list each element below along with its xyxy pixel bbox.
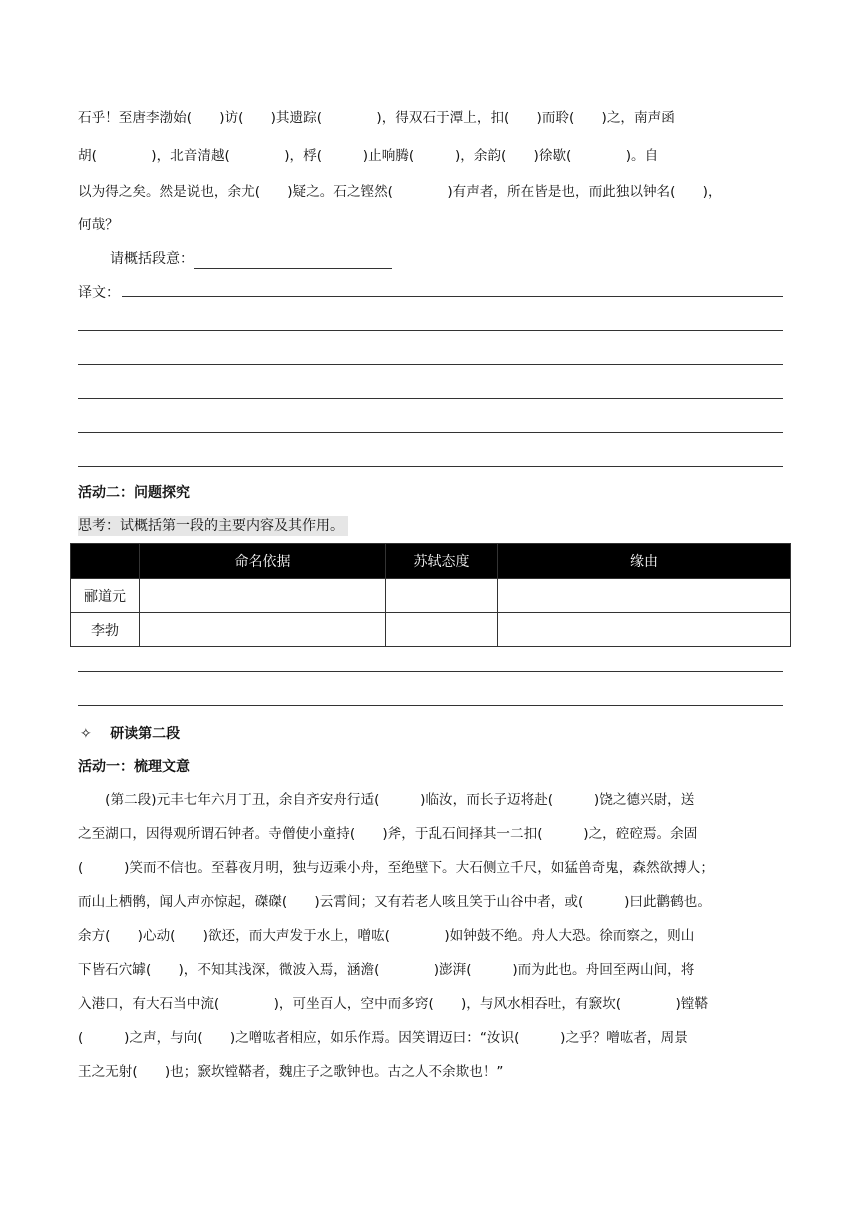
table-cell-blank[interactable]	[498, 613, 791, 647]
table-row	[71, 579, 791, 613]
table-header-row	[71, 544, 791, 579]
translation-label: 译文：	[78, 285, 120, 301]
table-cell-blank[interactable]	[140, 579, 386, 613]
translation-line[interactable]	[78, 432, 783, 433]
passage2-line-2: 之至湖口，因得观所谓石钟者。寺僧使小童持( )斧，于乱石间择其一二扣( )之，硿硿焉。余固	[78, 826, 698, 842]
translation-line[interactable]	[78, 330, 783, 331]
passage2-line-1: (第二段)元丰七年六月丁丑，余自齐安舟行适( )临汝，而长子迈将赴( )饶之德兴尉，送	[78, 792, 695, 808]
passage1-line-2: 胡( )，北音清越( )，桴( )止响腾( )，余韵( )徐歇( )。自	[78, 148, 659, 164]
summary-prompt-row	[110, 249, 392, 269]
table-header-attitude: 苏轼态度	[386, 544, 498, 579]
table-row-name: 李勃	[71, 613, 140, 647]
table-cell-blank[interactable]	[140, 613, 386, 647]
passage1-line-4: 何哉？	[78, 217, 119, 233]
table-cell-blank[interactable]	[386, 613, 498, 647]
activity2-heading: 活动二：问题探究	[78, 485, 190, 501]
summary-answer-line[interactable]	[194, 252, 392, 269]
table-header-reason: 缘由	[498, 544, 791, 579]
passage1-line-1: 石乎！至唐李渤始( )访( )其遗踪( )，得双石于潭上，扣( )而聆( )之，南声函	[78, 110, 675, 126]
passage2-line-5: 余方( )心动( )欲还，而大声发于水上，噌吰( )如钟鼓不绝。舟人大恐。徐而察之，则山	[78, 928, 695, 944]
answer-line[interactable]	[78, 705, 783, 706]
table-cell-blank[interactable]	[386, 579, 498, 613]
think-prompt: 思考：试概括第一段的主要内容及其作用。	[78, 516, 348, 536]
table-row	[71, 613, 791, 647]
translation-line[interactable]	[78, 364, 783, 365]
section2-heading	[80, 724, 180, 744]
table-cell-blank[interactable]	[498, 579, 791, 613]
table-row-name: 郦道元	[71, 579, 140, 613]
section2-title: 研读第二段	[110, 726, 181, 742]
answer-line[interactable]	[78, 671, 783, 672]
table-header-basis: 命名依据	[140, 544, 386, 579]
passage2-line-7: 入港口，有大石当中流( )，可坐百人，空中而多窍( )，与风水相吞吐，有窾坎( )镗鞳	[78, 996, 708, 1012]
activity1-heading: 活动一：梳理文意	[78, 759, 190, 775]
analysis-table	[70, 543, 791, 647]
passage2-line-9: 王之无射( )也；窾坎镗鞳者，魏庄子之歌钟也。古之人不余欺也！”	[78, 1064, 504, 1080]
translation-line[interactable]	[122, 296, 783, 297]
translation-line[interactable]	[78, 466, 783, 467]
summary-prompt-label: 请概括段意：	[110, 251, 194, 267]
passage2-line-3: ( )笑而不信也。至暮夜月明，独与迈乘小舟，至绝壁下。大石侧立千尺，如猛兽奇鬼，森然欲搏人；	[78, 860, 714, 876]
translation-line[interactable]	[78, 398, 783, 399]
passage2-line-4: 而山上栖鹘，闻人声亦惊起，磔磔( )云霄间；又有若老人咳且笑于山谷中者，或( )曰此鹳鹤也。	[78, 894, 711, 910]
passage1-line-3: 以为得之矣。然是说也，余尤( )疑之。石之铿然( )有声者，所在皆是也，而此独以钟名( )，	[78, 184, 722, 200]
table-header-corner	[71, 544, 140, 579]
diamond-bullet-icon: ✧	[80, 726, 92, 742]
passage2-line-8: ( )之声，与向( )之噌吰者相应，如乐作焉。因笑谓迈曰：“汝识( )之乎？噌吰者，周景	[78, 1030, 688, 1046]
passage2-line-6: 下皆石穴罅( )，不知其浅深，微波入焉，涵澹( )澎湃( )而为此也。舟回至两山间，将	[78, 962, 695, 978]
